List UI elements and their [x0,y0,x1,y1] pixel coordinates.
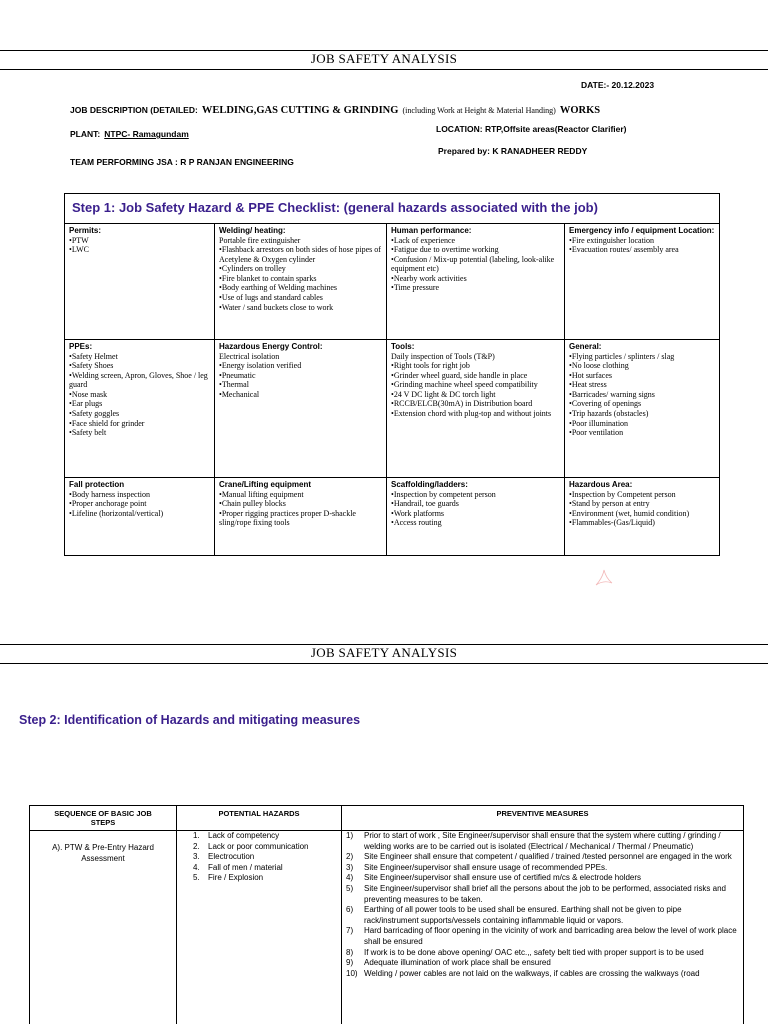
checklist-cell-subtitle: Electrical isolation [219,351,280,361]
checklist-item: • 24 V DC light & DC torch light [391,390,560,400]
checklist-item: • Handrail, toe guards [391,499,560,509]
measure-item [346,852,737,863]
checklist-cell [387,478,565,555]
measure-item [346,873,737,884]
checklist-cell-title: Fall protection [69,480,125,489]
page-title: JOB SAFETY ANALYSIS [310,51,458,66]
checklist-item: • Body earthing of Welding machines [219,283,382,293]
job-step-text: A). PTW & Pre-Entry Hazard Assessment [52,843,154,863]
checklist-item: • Face shield for grinder [69,419,210,429]
checklist-cell-subtitle: Daily inspection of Tools (T&P) [391,351,495,361]
team-performing: TEAM PERFORMING JSA : R P RANJAN ENGINEERING [70,157,294,167]
prepared-by: Prepared by: K RANADHEER REDDY [438,146,588,156]
measure-text: Site Engineer/supervisor shall ensure usage of recommended PPEs. [364,862,608,872]
checklist-item: • RCCB/ELCB(30mA) in Distribution board [391,399,560,409]
measure-item [346,884,737,905]
checklist-item: • Inspection by Competent person [569,490,715,500]
checklist-cell-title: Hazardous Area: [569,480,633,489]
checklist-cell [387,340,565,478]
hazard-text: Fall of men / material [208,862,283,872]
checklist-item: • Fatigue due to overtime working [391,245,560,255]
measure-text: Hard barricading of floor opening in the vicinity of work and barricading area below the level of work place shall be ensured [364,926,737,946]
measure-number: 9) [346,958,354,968]
checklist-item: • Safety belt [69,428,210,438]
checklist-item: • Use of lugs and standard cables [219,293,382,303]
checklist-cell-subtitle: Portable fire extinguisher [219,235,301,245]
measure-number: 5) [346,883,354,893]
checklist-item: • Access routing [391,518,560,528]
checklist-cell-title: Human performance: [391,226,472,235]
measure-number: 1) [346,831,354,840]
checklist-item: • Lack of experience [391,236,560,246]
checklist-cell-title: Scaffolding/ladders: [391,480,468,489]
measure-number: 10) [346,968,358,978]
checklist-item: • Fire extinguisher location [569,236,715,246]
checklist-item: • Ear plugs [69,399,210,409]
checklist-cell-title: Hazardous Energy Control: [219,342,323,351]
measure-text: Site Engineer/supervisor shall ensure use of certified m/cs & electrode holders [364,873,642,883]
checklist-cell-title: Tools: [391,342,415,351]
checklist-item: • Safety goggles [69,409,210,419]
checklist-cell [215,340,387,478]
checklist-item: • Flammables-(Gas/Liquid) [569,518,715,528]
checklist-item: • Fire blanket to contain sparks [219,274,382,284]
checklist-item: • Manual lifting equipment [219,490,382,500]
job-description [70,100,600,118]
checklist-item: • Safety Helmet [69,352,210,362]
job-desc-tail: WORKS [559,105,601,116]
checklist-item: • Grinding machine wheel speed compatibility [391,380,560,390]
checklist-item: • Mechanical [219,390,382,400]
checklist-item: • Welding screen, Apron, Gloves, Shoe / leg guard [69,371,210,390]
checklist-item: • Covering of openings [569,399,715,409]
checklist-grid [65,224,719,555]
checklist-item: • Confusion / Mix-up potential (labeling, look-alike equipment etc) [391,255,560,274]
hazard-item [193,863,337,874]
checklist-item: • LWC [69,245,210,255]
checklist-item: • Work platforms [391,509,560,519]
measures-list [346,831,737,979]
checklist-item: • Extension chord with plug-top and without joints [391,409,560,419]
measure-text: Site Engineer shall ensure that competent / qualified / trained /tested personnel are engaged in the work [364,852,732,862]
checklist-item: • PTW [69,236,210,246]
measure-number: 8) [346,947,354,957]
job-desc-note: (including Work at Height & Material Handing) [402,106,556,115]
checklist-cell [65,478,215,555]
plant-label: PLANT: [70,129,101,139]
header-job-steps: SEQUENCE OF BASIC JOB STEPS [30,806,177,831]
checklist-item: • Inspection by competent person [391,490,560,500]
checklist-item: • Nose mask [69,390,210,400]
location: LOCATION: RTP,Offsite areas(Reactor Clarifier) [436,124,627,134]
job-step-cell [30,831,177,1024]
checklist-cell-title: Permits: [69,226,102,235]
hazard-text: Fire / Explosion [208,873,264,883]
checklist-cell [65,340,215,478]
checklist-cell [565,478,719,555]
hazards-list [193,831,337,884]
checklist-cell [215,478,387,555]
step1-checklist [64,193,720,556]
date: DATE:- 20.12.2023 [581,80,655,90]
step2-heading: Step 2: Identification of Hazards and mitigating measures [19,713,361,727]
checklist-cell [387,224,565,340]
measures-cell [342,831,743,1024]
measure-item [346,831,737,852]
hazard-item [193,852,337,863]
checklist-item: • Thermal [219,380,382,390]
checklist-item: • Flying particles / splinters / slag [569,352,715,362]
hazard-item [193,873,337,884]
checklist-item: • Environment (wet, humid condition) [569,509,715,519]
measure-number: 3) [346,862,354,872]
checklist-item: • Poor illumination [569,419,715,429]
measure-item [346,958,737,969]
checklist-cell-title: PPEs: [69,342,93,351]
measure-item [346,905,737,926]
checklist-item: • Water / sand buckets close to work [219,303,382,313]
measure-text: If work is to be done above opening/ OAC etc.,, safety belt tied with proper support is to be used [364,947,704,957]
checklist-item: • Stand by person at entry [569,499,715,509]
checklist-item: • Poor ventilation [569,428,715,438]
checklist-item: • Trip hazards (obstacles) [569,409,715,419]
measure-number: 2) [346,852,354,862]
checklist-item: • Cylinders on trolley [219,264,382,274]
plant [70,124,189,142]
measure-text: Welding / power cables are not laid on the walkways, if cables are crossing the walkways (road [364,968,700,978]
checklist-item: • Chain pulley blocks [219,499,382,509]
checklist-item: • Energy isolation verified [219,361,382,371]
hazards-table [29,805,744,1024]
checklist-item: • Flashback arrestors on both sides of hose pipes of Acetylene & Oxygen cylinder [219,245,382,264]
measure-text: Earthing of all power tools to be used shall be ensured. Earthing shall not be given to pipe rack/instrument supports/vessels containing inflammable liquid or vapors. [364,905,682,925]
checklist-item: • Proper anchorage point [69,499,210,509]
checklist-item: • Hot surfaces [569,371,715,381]
hazard-number: 2. [193,841,200,851]
checklist-item: • Barricades/ warning signs [569,390,715,400]
checklist-item: • Safety Shoes [69,361,210,371]
header-potential-hazards: POTENTIAL HAZARDS [177,806,342,831]
measure-text: Prior to start of work , Site Engineer/supervisor shall ensure that the system where cutting / grinding / welding works are to be carried out is isolated (Electrical / Mechanical / Thermal / Pneumatic) [364,831,721,851]
checklist-item: • Lifeline (horizontal/vertical) [69,509,210,519]
measure-item [346,948,737,959]
hazard-number: 4. [193,862,200,872]
checklist-cell-title: Emergency info / equipment Location: [569,226,715,235]
checklist-item: • Body harness inspection [69,490,210,500]
checklist-item: • Pneumatic [219,371,382,381]
measure-number: 4) [346,873,354,883]
hazard-item [193,842,337,853]
checklist-cell [565,224,719,340]
measure-text: Adequate illumination of work place shall be ensured [364,958,551,968]
pdf-mark-icon [594,568,614,588]
checklist-item: • Time pressure [391,283,560,293]
step1-heading: Step 1: Job Safety Hazard & PPE Checklist: (general hazards associated with the job) [65,194,719,224]
hazard-text: Lack or poor communication [208,841,309,851]
hazard-text: Electrocution [208,852,255,862]
checklist-cell-title: General: [569,342,602,351]
checklist-item: • Proper rigging practices proper D-shackle sling/rope fixing tools [219,509,382,528]
header-preventive-measures: PREVENTIVE MEASURES [342,806,743,831]
measure-number: 6) [346,905,354,915]
hazard-number: 5. [193,873,200,883]
measure-item [346,969,737,980]
measure-number: 7) [346,926,354,936]
plant-value: NTPC- Ramagundam [104,129,189,139]
checklist-item: • No loose clothing [569,361,715,371]
checklist-cell-title: Crane/Lifting equipment [219,480,311,489]
hazard-number: 1. [193,831,200,840]
checklist-item: • Grinder wheel guard, side handle in place [391,371,560,381]
page2-title: JOB SAFETY ANALYSIS [310,645,458,660]
checklist-item: • Heat stress [569,380,715,390]
job-desc-label: JOB DESCRIPTION (DETAILED: [70,105,198,115]
checklist-cell [215,224,387,340]
checklist-item: • Nearby work activities [391,274,560,284]
hazard-item [193,831,337,842]
title-rule [0,69,768,70]
job-desc-main: WELDING,GAS CUTTING & GRINDING [201,105,399,116]
hazard-number: 3. [193,852,200,862]
hazard-text: Lack of competency [208,831,280,840]
measure-item [346,863,737,874]
measure-item [346,926,737,947]
checklist-cell-title: Welding/ heating: [219,226,286,235]
checklist-cell [65,224,215,340]
checklist-cell [565,340,719,478]
page2-title-rule [0,663,768,664]
measure-text: Site Engineer/supervisor shall brief all the persons about the job to be performed, associated risks and preventing measures to be taken. [364,883,726,904]
checklist-item: • Evacuation routes/ assembly area [569,245,715,255]
hazards-cell [177,831,342,1024]
checklist-item: • Right tools for right job [391,361,560,371]
